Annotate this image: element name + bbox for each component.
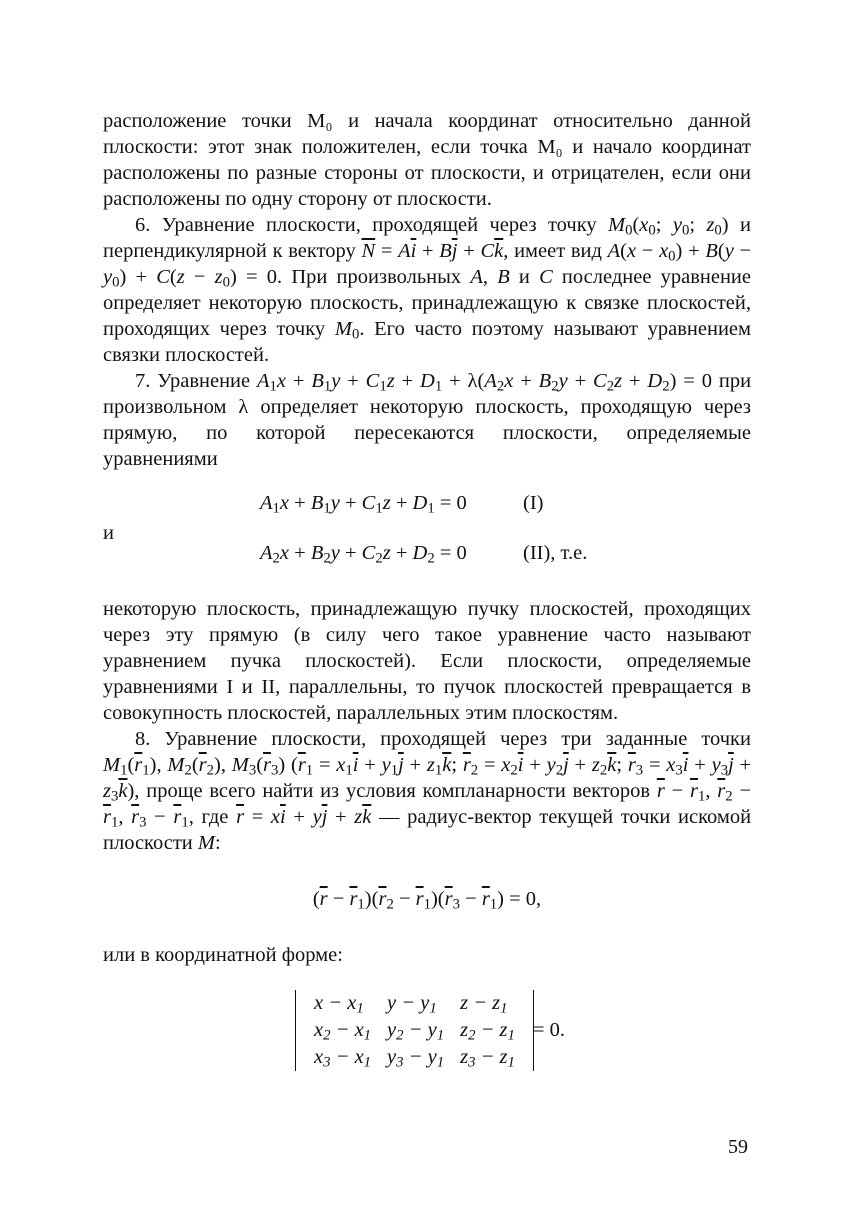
determinant-equals-zero: = 0. <box>533 1019 566 1041</box>
and-word: и <box>103 522 114 544</box>
page-number: 59 <box>728 1136 748 1158</box>
paragraph-intro: расположение точки M₀ и начала координат относительно данной плоскости: этот знак положителен, если точка M₀ и начало координат расположены по разные стороны от плоскости, и отрицателен, если они расположены по одну сторону от плоскости. <box>103 110 751 210</box>
equation-2-row: и $A_2x + B_2y + C_2z + D_2 = 0$ (II), т.е. <box>103 522 588 567</box>
paragraph-7: 7. Уравнение $A_1x + B_1y + C_1z + D_1 + \lambda(A_2x + B_2y + C_2z + D_2) = 0$ при произвольном λ определяет некоторую плоскость, проходящую через прямую, по которой пересекаются плоскости, определяемые уравнениями <box>103 370 752 470</box>
text-body <box>103 108 751 1076</box>
equation-1-label: (I) <box>523 492 544 514</box>
determinant-equation <box>103 990 751 1076</box>
paragraph-8: 8. Уравнение плоскости, проходящей через три заданные точки $M_1(\overline{r}_1)$, $M_2(\overline{r}_2)$, $M_3(\overline{r}_3) (\overline{r}_1 = x_1\overline{i} + y_1\overline{j} + z_1\overline{k}$; $\overline{r}_2 = x_2\overline{i} + y_2\overline{j} + z_2\overline{k}$; $\overline{r}_3 = x_3\overline{i} + y_3\overline{j} + z_3\overline{k}$), проще всего найти из условия компланарности векторов $\overline{r} - \overline{r}_1$, $\overline{r}_2 - \overline{r}_1$, $\overline{r}_3 - \overline{r}_1$, где $\overline{r} = x\overline{i} + y\overline{j} + z\overline{k}$ — радиус-вектор текущей точки искомой плоскости M: <box>103 728 752 854</box>
equation-2-label: (II), т.е. <box>523 542 588 564</box>
determinant: $x - x_1$ $y - y_1$ $z - z_1$ $x_2 - x_1$ $y_2 - y_1$ $z_2 - z_1$ $x_3 - x_1$ $y_3 - y_1$ $z_3 - z_1$ <box>295 990 534 1071</box>
coordinate-form-label: или в координатной форме: <box>103 944 343 966</box>
paragraph-6: 6. Уравнение плоскости, проходящей через точку $M_0(x_0$; $y_0$; $z_0$) и перпендикулярной к вектору $\overline{N} = A\overline{i} + B\overline{j} + C\overline{k}$, имеет вид $A(x - x_0) + B(y - y_0) + C(z - z_0) = 0$. При произвольных A, B и C последнее уравнение определяет некоторую плоскость, принадлежащую к связке плоскостей, проходящих через точку $M_0$. Его часто поэтому называют уравнением связки плоскостей. <box>103 214 752 366</box>
equation-coplanarity: $(\overline{r} - \overline{r}_1)(\overline{r}_2 - \overline{r}_1)(\overline{r}_3 - \overline{r}_1) = 0$, <box>312 888 542 913</box>
paragraph-7-continued: некоторую плоскость, принадлежащую пучку плоскостей, проходящих через эту прямую (в силу чего такое уравнение часто называют уравнением пучка плоскостей). Если плоскости, определяемые уравнениями I и II, параллельны, то пучок плоскостей превращается в совокупность плоскостей, параллельных этим плоскостям. <box>103 598 751 724</box>
equation-1: $A_1x + B_1y + C_1z + D_1 = 0$ (I) <box>260 492 544 517</box>
